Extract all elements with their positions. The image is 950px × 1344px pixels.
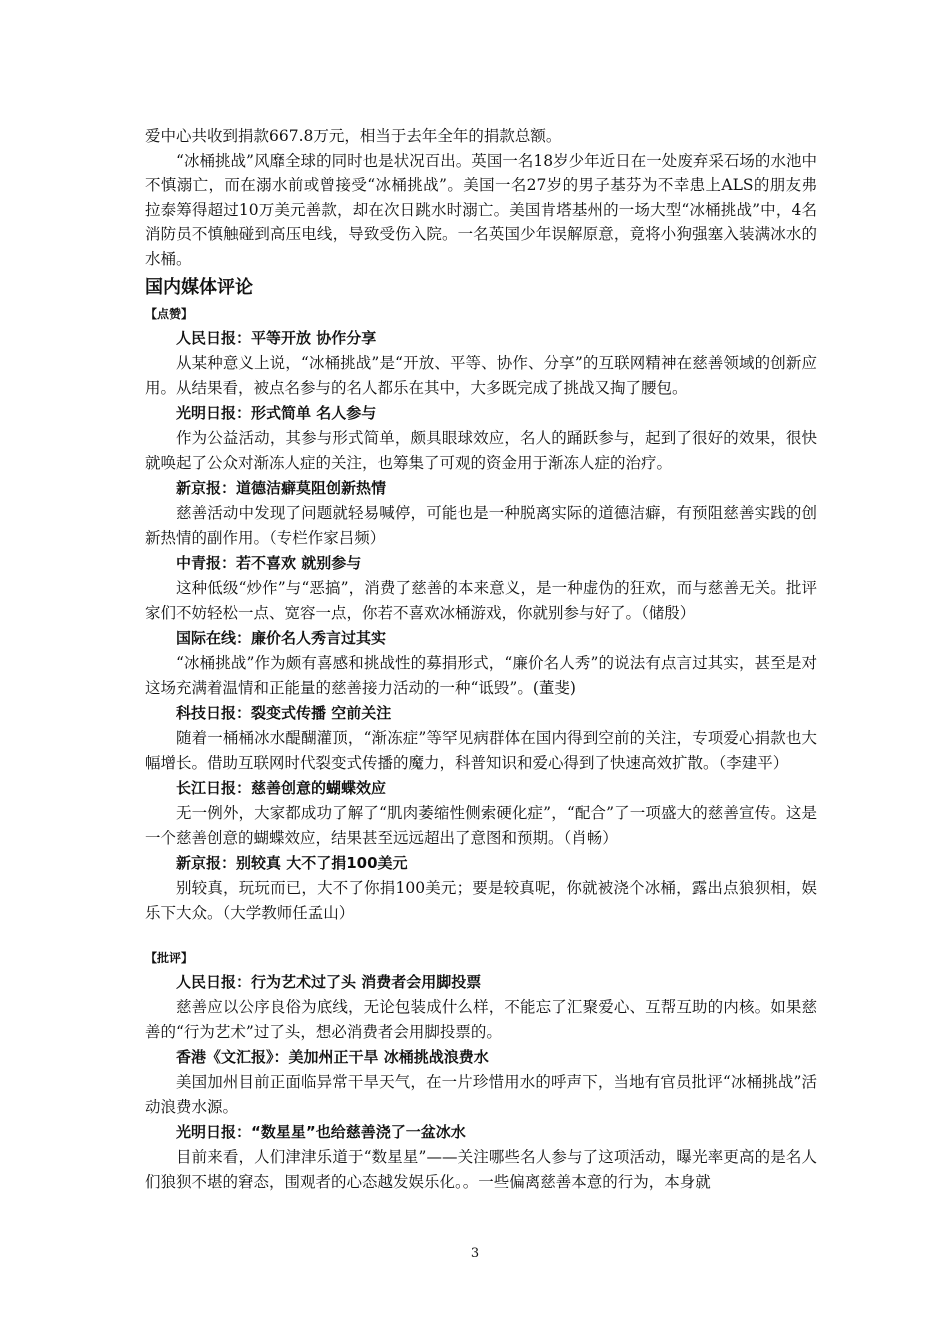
criticism-item-body: 美国加州目前正面临异常干旱天气，在一片珍惜用水的呼声下，当地有官员批评“冰桶挑战”活动浪费水源。 bbox=[145, 1073, 817, 1116]
praise-item-body: 别较真，玩玩而已，大不了你捐100美元；要是较真呢，你就被浇个冰桶，露出点狼狈相，娱乐下大众。（大学教师任孟山） bbox=[145, 879, 817, 922]
praise-item-body: 随着一桶桶冰水醍醐灌顶，“渐冻症”等罕见病群体在国内得到空前的关注，专项爱心捐款也大幅增长。借助互联网时代裂变式传播的魔力，科普知识和爱心得到了快速高效扩散。（李建平） bbox=[145, 729, 817, 772]
section-spacer bbox=[145, 925, 817, 947]
criticism-item-body: 慈善应以公序良俗为底线，无论包装成什么样，不能忘了汇聚爱心、互帮互助的内核。如果慈善的“行为艺术”过了头，想必消费者会用脚投票的。 bbox=[145, 998, 817, 1041]
praise-item-title: 科技日报：裂变式传播 空前关注 bbox=[176, 704, 392, 722]
criticism-item-body: 目前来看，人们津津乐道于“数星星”——关注哪些名人参与了这项活动，曝光率更高的是名人们狼狈不堪的窘态，围观者的心态越发娱乐化。。一些偏离慈善本意的行为，本身就 bbox=[145, 1148, 817, 1191]
intro-paragraph: “冰桶挑战”风靡全球的同时也是状况百出。英国一名18岁少年近日在一处废弃采石场的水池中不慎溺亡，而在溺水前或曾接受“冰桶挑战”。美国一名27岁的男子基芬为不幸患上ALS的朋友弗拉泰筹得超过10万美元善款，却在次日跳水时溺亡。美国肯塔基州的一场大型“冰桶挑战”中，4名消防员不慎触碰到高压电线，导致受伤入院。一名英国少年误解原意，竟将小狗强塞入装满冰水的水桶。 bbox=[145, 151, 817, 268]
praise-item-title: 新京报：道德洁癖莫阻创新热情 bbox=[176, 479, 387, 497]
praise-item-body: 作为公益活动，其参与形式简单，颇具眼球效应，名人的踊跃参与，起到了很好的效果，很快就唤起了公众对渐冻人症的关注，也筹集了可观的资金用于渐冻人症的治疗。 bbox=[145, 429, 817, 472]
praise-tag: 【点赞】 bbox=[145, 307, 194, 321]
criticism-item-title: 人民日报：行为艺术过了头 消费者会用脚投票 bbox=[176, 973, 482, 991]
praise-item-title: 长江日报：慈善创意的蝴蝶效应 bbox=[176, 779, 387, 797]
section-title: 国内媒体评论 bbox=[145, 277, 253, 298]
praise-item-title: 新京报：别较真 大不了捐100美元 bbox=[176, 854, 408, 872]
praise-item-title: 人民日报：平等开放 协作分享 bbox=[176, 329, 377, 347]
page-content bbox=[145, 124, 817, 1194]
praise-item-title: 光明日报：形式简单 名人参与 bbox=[176, 404, 377, 422]
criticism-tag: 【批评】 bbox=[145, 951, 194, 965]
praise-item-body: 这种低级“炒作”与“恶搞”，消费了慈善的本来意义，是一种虚伪的狂欢，而与慈善无关。批评家们不妨轻松一点、宽容一点，你若不喜欢冰桶游戏，你就别参与好了。（储殷） bbox=[145, 579, 817, 622]
praise-item-title: 中青报：若不喜欢 就别参与 bbox=[176, 554, 362, 572]
page-number: 3 bbox=[470, 1246, 480, 1261]
praise-item-body: 无一例外，大家都成功了解了“肌肉萎缩性侧索硬化症”，“配合”了一项盛大的慈善宣传。这是一个慈善创意的蝴蝶效应，结果甚至远远超出了意图和预期。（肖畅） bbox=[145, 804, 817, 847]
praise-item-body: 慈善活动中发现了问题就轻易喊停，可能也是一种脱离实际的道德洁癖，有预阻慈善实践的创新热情的副作用。（专栏作家吕频） bbox=[145, 504, 817, 547]
criticism-list bbox=[145, 969, 817, 1194]
praise-item-body: “冰桶挑战”作为颇有喜感和挑战性的募捐形式，“廉价名人秀”的说法有点言过其实，甚至是对这场充满着温情和正能量的慈善接力活动的一种“诋毁”。(董斐) bbox=[145, 654, 817, 697]
criticism-item-title: 光明日报：“数星星”也给慈善浇了一盆冰水 bbox=[176, 1123, 466, 1141]
praise-item-title: 国际在线：廉价名人秀言过其实 bbox=[176, 629, 387, 647]
praise-item-body: 从某种意义上说，“冰桶挑战”是“开放、平等、协作、分享”的互联网精神在慈善领域的创新应用。从结果看，被点名参与的名人都乐在其中，大多既完成了挑战又掏了腰包。 bbox=[145, 354, 817, 397]
criticism-item-title: 香港《文汇报》：美加州正干旱 冰桶挑战浪费水 bbox=[176, 1048, 489, 1066]
praise-list bbox=[145, 325, 817, 925]
intro-paragraph-continued: 爱中心共收到捐款667.8万元，相当于去年全年的捐款总额。 bbox=[145, 127, 562, 145]
